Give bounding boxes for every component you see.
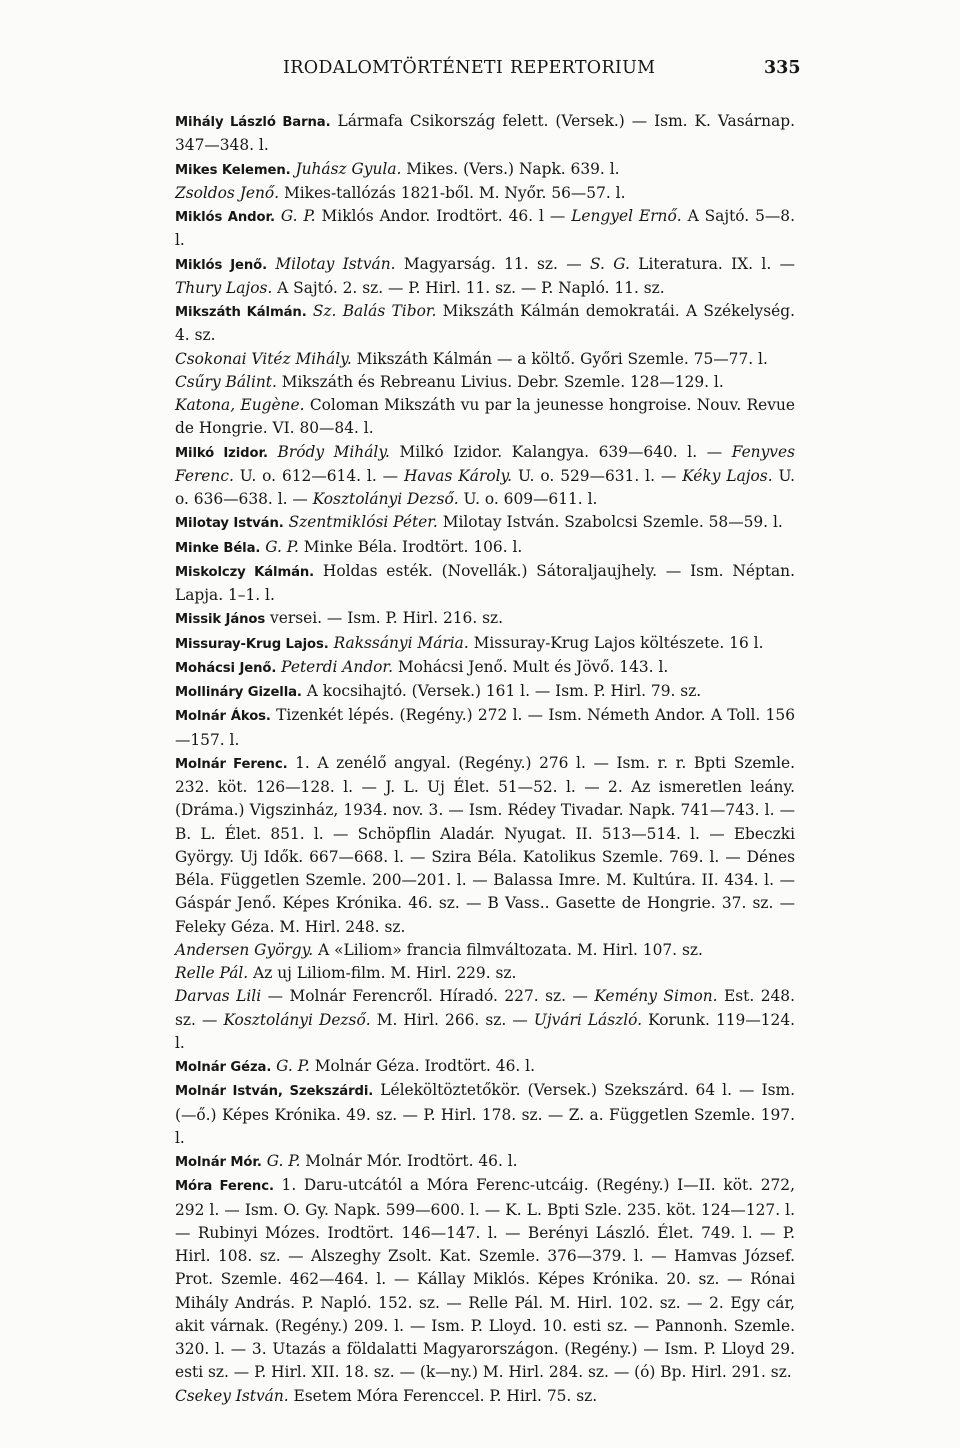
entry-heading: Molnár István, Szekszárdi. [175, 1084, 374, 1100]
bibliography-entry [175, 253, 795, 301]
entry-heading: Móra Ferenc. [175, 1179, 274, 1195]
entry-heading: Mikszáth Kálmán. [175, 305, 307, 320]
entry-text: A «Liliom» francia filmváltozata. M. Hirl. 107. sz. [313, 940, 703, 959]
cited-author: Katona, Eugène. [175, 396, 305, 414]
entry-text: Mikszáth Kálmán — a költő. Győri Szemle. 75—77. l. [351, 349, 768, 368]
cited-author: Kosztolányi Dezső. [312, 490, 459, 508]
entry-text: Mikes. (Vers.) Napk. 639. l. [401, 159, 620, 178]
cited-author: Sz. Balás Tibor. [312, 302, 437, 320]
cited-author: Ujvári László. [533, 1010, 643, 1029]
bibliography-entry [175, 985, 795, 1055]
bibliography-entry [175, 394, 795, 441]
entry-heading: Minke Béla. [175, 540, 261, 556]
entry-text: Mikes-tallózás 1821-ből. M. Nyőr. 56—57. l. [279, 183, 626, 202]
bibliography-entry [175, 632, 795, 656]
bibliography-entry [175, 511, 795, 535]
entry-heading: Mohácsi Jenő. [175, 660, 277, 676]
entry-heading: Miklós Andor. [175, 210, 275, 225]
entry-text: Molnár Géza. Irodtört. 46. l. [309, 1057, 535, 1075]
entry-text: Literatura. IX. l. — [629, 254, 796, 273]
entry-text: Missuray-Krug Lajos költészete. 16 l. [468, 633, 764, 652]
entry-heading: Milotay István. [175, 516, 284, 532]
entry-heading: Missik János [175, 612, 266, 628]
bibliography-entry [175, 1079, 795, 1150]
entry-heading: Mollináry Gizella. [175, 685, 302, 700]
entry-text: Mikszáth és Rebreanu Livius. Debr. Szemle. 128—129. l. [276, 372, 724, 391]
entry-heading: Miklós Jenő. [175, 257, 268, 273]
cited-author: Rakssányi Mária. [333, 633, 469, 652]
cited-author: Havas Károly. [404, 466, 513, 485]
entry-text: versei. — Ism. P. Hirl. 216. sz. [265, 609, 504, 628]
entry-text: Minke Béla. Irodtört. 106. l. [298, 537, 523, 556]
entry-text: Est. 248. sz. — [175, 987, 795, 1029]
entry-text: U. o. 609—611. l. [458, 490, 598, 508]
bibliography-entry [175, 1055, 795, 1079]
cited-author: Andersen György. [175, 940, 314, 959]
bibliography-entry [175, 300, 795, 348]
entry-text: Molnár Mór. Irodtört. 46. l. [300, 1152, 518, 1170]
entry-heading: Mihály László Barna. [175, 115, 331, 130]
entry-heading: Miskolczy Kálmán. [175, 564, 315, 580]
bibliography-entry [175, 656, 795, 680]
bibliography-entry [175, 205, 795, 253]
entry-text: Mikszáth Kálmán demokratái. A Székelység. 4. sz. [175, 302, 795, 345]
entry-text: U. o. 612—614. l. — [233, 466, 404, 485]
entry-heading: Molnár Géza. [175, 1060, 272, 1075]
entry-heading: Mikes Kelemen. [175, 162, 291, 178]
bibliography-entry [175, 182, 795, 205]
cited-author: Milotay István. [275, 254, 396, 273]
entry-heading: Milkó Izidor. [175, 445, 268, 461]
bibliography-entry [175, 752, 795, 939]
entry-heading: Molnár Ákos. [175, 709, 271, 725]
bibliography-column [175, 110, 795, 1408]
cited-author: Juhász Gyula. [295, 159, 402, 178]
page-number: 335 [764, 58, 801, 78]
cited-author: Lengyel Ernő. [571, 207, 682, 225]
cited-author: Kemény Simon. [594, 987, 718, 1006]
bibliography-entry [175, 1150, 795, 1174]
bibliography-entry [175, 441, 795, 512]
cited-author: Csokonai Vitéz Mihály. [175, 349, 352, 368]
cited-author: Darvas Lili [175, 987, 262, 1006]
bibliography-entry [175, 704, 795, 752]
bibliography-entry [175, 110, 795, 158]
cited-author: Kéky Lajos. [682, 466, 773, 485]
cited-author: G. P. [266, 1152, 301, 1170]
entry-text: Mohácsi Jenő. Mult és Jövő. 143. l. [392, 657, 669, 676]
cited-author: Zsoldos Jenő. [175, 183, 280, 202]
entry-text: Az uj Liliom-film. M. Hirl. 229. sz. [248, 964, 517, 982]
bibliography-entry [175, 158, 795, 182]
entry-heading: Molnár Mór. [175, 1155, 262, 1170]
bibliography-entry [175, 536, 795, 560]
cited-author: Peterdi Andor. [281, 657, 393, 676]
entry-text: U. o. 529—631. l. — [512, 466, 683, 485]
entry-text: — Molnár Ferencről. Híradó. 227. sz. — [261, 987, 595, 1006]
entry-text: A Sajtó. 5—8. l. [175, 207, 795, 250]
bibliography-entry [175, 560, 795, 608]
entry-text: Lármafa Csikország felett. (Versek.) — Ism. K. Vasárnap. 347—348. l. [175, 112, 795, 155]
cited-author: Kosztolányi Dezső. [223, 1010, 371, 1029]
cited-author: Fenyves Ferenc. [175, 442, 795, 485]
cited-author: Bródy Mihály. [277, 442, 390, 461]
entry-heading: Missuray-Krug Lajos. [175, 636, 329, 652]
entry-heading: Molnár Ferenc. [175, 756, 288, 772]
entry-text: Esetem Móra Ferenccel. P. Hirl. 75. sz. [288, 1386, 598, 1405]
bibliography-entry [175, 371, 795, 394]
entry-text: Holdas esték. (Novellák.) Sátoraljaujhely. — Ism. Néptan. Lapja. 1–1. l. [175, 561, 795, 604]
entry-text: Miklós Andor. Irodtört. 46. l — [315, 207, 572, 225]
entry-text: Tizenkét lépés. (Regény.) 272 l. — Ism. Németh Andor. A Toll. 156—157. l. [175, 706, 795, 749]
entry-text: Coloman Mikszáth vu par la jeunesse hongroise. Nouv. Revue de Hongrie. VI. 80—84. l. [175, 396, 795, 438]
entry-text: 1. A zenélő angyal. (Regény.) 276 l. — Ism. r. r. Bpti Szemle. 232. köt. 126—128. l. — J. L. Uj Élet. 51—52. l. — 2. Az ismeretlen leány. (Dráma.) Vigszinház, 1934. nov. 3. — Ism. Rédey Tivadar. Napk. 741—743. l. — B. L. Élet. 851. l. — Schöpflin Aladár. Nyugat. II. 513—514. l. — Ebeczki György. Uj Idők. 667—668. l. — Szira Béla. Katolikus Szemle. 769. l. — Dénes Béla. Független Szemle. 200—201. l. — Balassa Imre. M. Kultúra. II. 434. l. — Gáspár Jenő. Képes Krónika. 46. sz. — B Vass.. Gasette de Hongrie. 37. sz. — Feleky Géza. M. Hirl. 248. sz. [175, 753, 795, 936]
cited-author: Szentmiklósi Péter. [288, 513, 438, 532]
entry-text: Milkó Izidor. Kalangya. 639—640. l. — [389, 442, 732, 461]
entry-text: M. Hirl. 266. sz. — [370, 1010, 534, 1029]
cited-author: Csekey István. [175, 1386, 289, 1405]
entry-text: Léleköltöztetőkör. (Versek.) Szekszárd. 64 l. — Ism. (—ő.) Képes Krónika. 49. sz. — P. Hirl. 178. sz. — Z. a. Független Szemle. 197. l. [175, 1081, 795, 1147]
entry-text: 1. Daru-utcától a Móra Ferenc-utcáig. (Regény.) I—II. köt. 272, 292 l. — Ism. O. Gy. Napk. 599—600. l. — K. L. Bpti Szle. 235. köt. 124—127. l. — Rubinyi Mózes. Irodtört. 146—147. l. — Berényi László. Élet. 749. l. — P. Hirl. 108. sz. — Alszeghy Zsolt. Kat. Szemle. 376—379. l. — Hamvas József. Prot. Szemle. 462—464. l. — Kállay Miklós. Képes Krónika. 20. sz. — Rónai Mihály András. P. Napló. 152. sz. — Relle Pál. M. Hirl. 102. sz. — 2. Egy cár, akit várnak. (Regény.) 209. l. — Ism. P. Lloyd. 10. esti sz. — Pannonh. Szemle. 320. l. — 3. Utazás a földalatti Magyarországon. (Regény.) — Ism. P. Lloyd 29. esti sz. — P. Hirl. XII. 18. sz. — (k—ny.) M. Hirl. 284. sz. — (ó) Bp. Hirl. 291. sz. [175, 1176, 795, 1382]
bibliography-entry [175, 607, 795, 631]
running-header [0, 58, 960, 88]
bibliography-entry [175, 1385, 795, 1408]
cited-author: Thury Lajos. [175, 278, 273, 297]
entry-text: U. o. 636—638. l. — [175, 466, 795, 508]
entry-text: A Sajtó. 2. sz. — P. Hirl. 11. sz. — P. Napló. 11. sz. [272, 278, 665, 297]
cited-author: G. P. [276, 1057, 310, 1075]
cited-author: G. P. [280, 207, 316, 225]
cited-author: G. P. [265, 537, 299, 556]
entry-text [268, 443, 278, 461]
entry-text: Korunk. 119—124. l. [175, 1010, 795, 1052]
cited-author: Csűry Bálint. [175, 372, 277, 391]
cited-author: Relle Pál. [175, 964, 249, 982]
bibliography-entry [175, 962, 795, 985]
bibliography-entry [175, 680, 795, 704]
cited-author: S. G. [590, 254, 630, 273]
entry-text: Milotay István. Szabolcsi Szemle. 58—59. l. [437, 513, 783, 532]
entry-text: Magyarság. 11. sz. — [395, 254, 590, 273]
entry-text: A kocsihajtó. (Versek.) 161 l. — Ism. P. Hirl. 79. sz. [301, 682, 702, 700]
bibliography-entry [175, 348, 795, 371]
running-head-title: IRODALOMTÖRTÉNETI REPERTORIUM [283, 58, 656, 78]
bibliography-entry [175, 1174, 795, 1384]
bibliography-entry [175, 939, 795, 962]
